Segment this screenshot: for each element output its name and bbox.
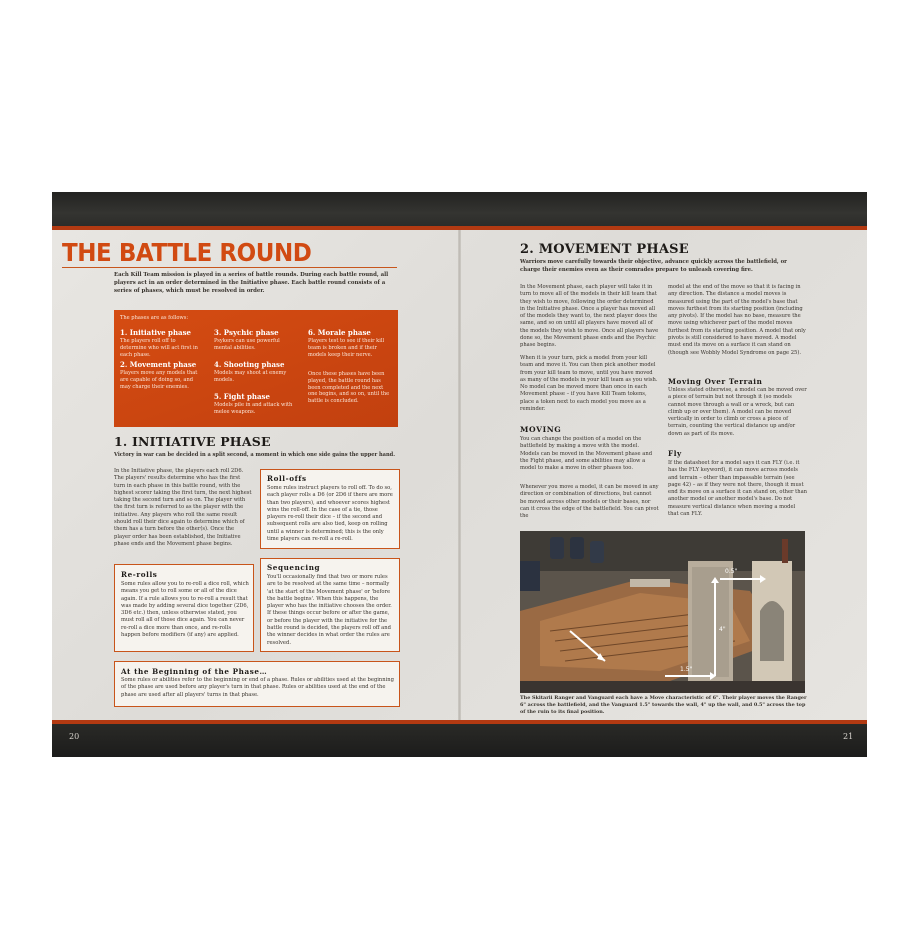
roll-offs-body: Some rules instruct players to roll off. To do so, each player rolls a D6 (or 2D6 if there are more than two players), and whoever scores highest wins the roll-off. In the case of a tie, those players re-roll their dice – if the second and subsequent rolls are also tied, keep on rolling until a winner is determined; this is the only time players can re-roll a re-roll. xyxy=(267,485,393,543)
title-rule xyxy=(62,267,397,268)
moving-paragraph: You can change the position of a model on the battlefield by making a move with the model. Models can be moved in the Movement phase and the Fight phase, and some abilities may allow a model to make a move in other phases too. xyxy=(520,436,653,472)
phase-text: Players move any models that are capable of doing so, and may charge their enemies. xyxy=(120,370,198,390)
spine-gutter xyxy=(458,230,461,720)
moving-heading: MOVING xyxy=(520,425,562,434)
phases-box xyxy=(114,310,398,427)
intro-text: Each Kill Team mission is played in a series of battle rounds. During each battle round, all players act in an order determined in the Initiative phase. Each battle round consists of a series of phases, which must be resolved in order. xyxy=(114,272,389,294)
movement-heading: 2. MOVEMENT PHASE xyxy=(520,242,689,257)
page-number-right: 21 xyxy=(843,732,854,741)
phase-title: 3. Psychic phase xyxy=(214,328,279,337)
phase-title: 2. Movement phase xyxy=(120,360,197,369)
top-border-band xyxy=(52,192,867,230)
phase-text: Players test to see if their kill team is broken and if their models keep their nerve. xyxy=(308,338,385,358)
movement-paragraph: model at the end of the move so that it is facing in any direction. The distance a model moves is measured using the part of the model's base that moves furthest from its starting position (including any pivots). If the model has no base, measure the move using whichever part of the model moves furthest from its starting position. A model that only pivots is still considered to have moved. A model must end its move on a surface it can stand on (though see Wobbly Model Syndrome on page 25). xyxy=(668,284,806,356)
movement-paragraph: When it is your turn, pick a model from your kill team and move it. You can then pick another model from your kill team to move, until you have moved as many of the models in your kill team as you wish. No model can be moved more than once in each Movement phase – if you have Kill Team tokens, place a token next to each model you move as a reminder. xyxy=(520,355,658,413)
page-number-left: 20 xyxy=(69,732,80,741)
sequencing-box xyxy=(260,558,400,652)
beginning-body: Some rules or abilities refer to the beginning or end of a phase. Rules or abilities used at the beginning of the phase are used before any player's turn in that phase. Rules or abilities used at the end of the phase are used after all players' turns in that phase. xyxy=(121,677,394,698)
phase-title: 4. Shooting phase xyxy=(214,360,285,369)
measure-label: 1.5" xyxy=(680,666,693,673)
roll-offs-box xyxy=(260,469,400,549)
terrain-heading: Moving Over Terrain xyxy=(668,377,763,386)
fly-body: If the datasheet for a model says it can FLY (i.e. it has the FLY keyword), it can move across models and terrain – other than impassable terrain (see page 42) – as if they were not there, though it must end its move on a surface it can stand on, other than another model or another model's base. Do not measure vertical distance when moving a model that can FLY. xyxy=(668,460,808,518)
re-rolls-body: Some rules allow you to re-roll a dice roll, which means you get to roll some or all of the dice again. If a rule allows you to re-roll a result that was made by adding several dice together (2D6, 3D6 etc.) then, unless otherwise stated, you must roll all of those dice again. You can never re-roll a dice more than once, and re-rolls happen before modifiers (if any) are applied. xyxy=(121,581,249,639)
re-rolls-heading: Re-rolls xyxy=(121,570,158,579)
movement-paragraph: In the Movement phase, each player will take it in turn to move all of the models in their kill team that they wish to move, following the order determined in the Initiative phase. Once a player has moved all of the models they want to, the next player does the same, and so on until all players have moved all of the models they wish to move. Once all players have done so, the Movement phase ends and the Psychic phase begins. xyxy=(520,284,659,349)
phase-text: The players roll off to determine who will act first in each phase. xyxy=(120,338,198,358)
phases-lead: The phases are as follows: xyxy=(120,315,189,321)
re-rolls-box xyxy=(114,564,254,652)
initiative-heading: 1. INITIATIVE PHASE xyxy=(114,434,271,449)
photo-caption: The Skitarii Ranger and Vanguard each have a Move characteristic of 6". Their player moves the Ranger 6" across the battlefield, and the Vanguard 1.5" towards the wall, 4" up the wall, and 0.5" across the top of the ruin to its final position. xyxy=(520,695,807,715)
phases-closing: Once these phases have been played, the battle round has been completed and the next one begins, and so on, until the battle is concluded. xyxy=(308,371,390,405)
phase-text: Models may shoot at enemy models. xyxy=(214,370,287,383)
battlefield-photo xyxy=(520,531,805,693)
beginning-box xyxy=(114,661,400,707)
terrain-body: Unless stated otherwise, a model can be moved over a piece of terrain but not through it (so models cannot move through a wall or a wreck, but can climb up or over them). A model can be moved vertically in order to climb or cross a piece of terrain, counting the vertical distance up and/or down as part of its move. xyxy=(668,387,807,437)
phase-title: 1. Initiative phase xyxy=(120,328,191,337)
sequencing-heading: Sequencing xyxy=(267,563,321,572)
beginning-heading: At the Beginning of the Phase… xyxy=(121,667,268,676)
phase-title: 6. Morale phase xyxy=(308,328,371,337)
sequencing-body: You'll occasionally find that two or more rules are to be resolved at the same time – normally 'at the start of the Movement phase' or 'before the battle begins'. When this happens, the player who has the initiative chooses the order. If these things occur before or after the game, or before the player with the initiative for the battle round is decided, the players roll off and the winner decides in what order the rules are resolved. xyxy=(267,574,392,646)
page-title: THE BATTLE ROUND xyxy=(62,238,312,267)
roll-offs-heading: Roll-offs xyxy=(267,474,307,483)
bottom-border-band xyxy=(52,724,867,757)
phase-text: Psykers can use powerful mental abilities. xyxy=(214,338,280,351)
movement-subtitle: Warriors move carefully towards their objective, advance quickly across the battlefield, or charge their enemies even as their comrades prepare to unleash covering fire. xyxy=(520,259,787,273)
phase-text: Models pile in and attack with melee weapons. xyxy=(214,402,293,415)
initiative-body: In the Initiative phase, the players each roll 2D6. The players' results determine who has the first turn in each phase in this battle round, with the highest scorer taking the first turn, the next highest taking the second turn and so on. The player with the first turn is referred to as the player with the initiative. Any players who roll the same result should roll their dice again to determine which of them has a turn before the other(s). Once the player order has been established, the Initiative phase ends and the Movement phase begins. xyxy=(114,468,252,547)
phase-title: 5. Fight phase xyxy=(214,392,270,401)
battlefield-illustration xyxy=(520,531,805,693)
fly-heading: Fly xyxy=(668,449,682,458)
measure-label: 0.5" xyxy=(725,568,738,575)
measure-label: 4" xyxy=(719,626,726,633)
initiative-subtitle: Victory in war can be decided in a split second, a moment in which one side gains the upper hand. xyxy=(114,452,395,458)
moving-paragraph: Whenever you move a model, it can be moved in any direction or combination of directions, but cannot be moved across other models or their bases, nor can it cross the edge of the battlefield. You can pivot the xyxy=(520,484,659,520)
